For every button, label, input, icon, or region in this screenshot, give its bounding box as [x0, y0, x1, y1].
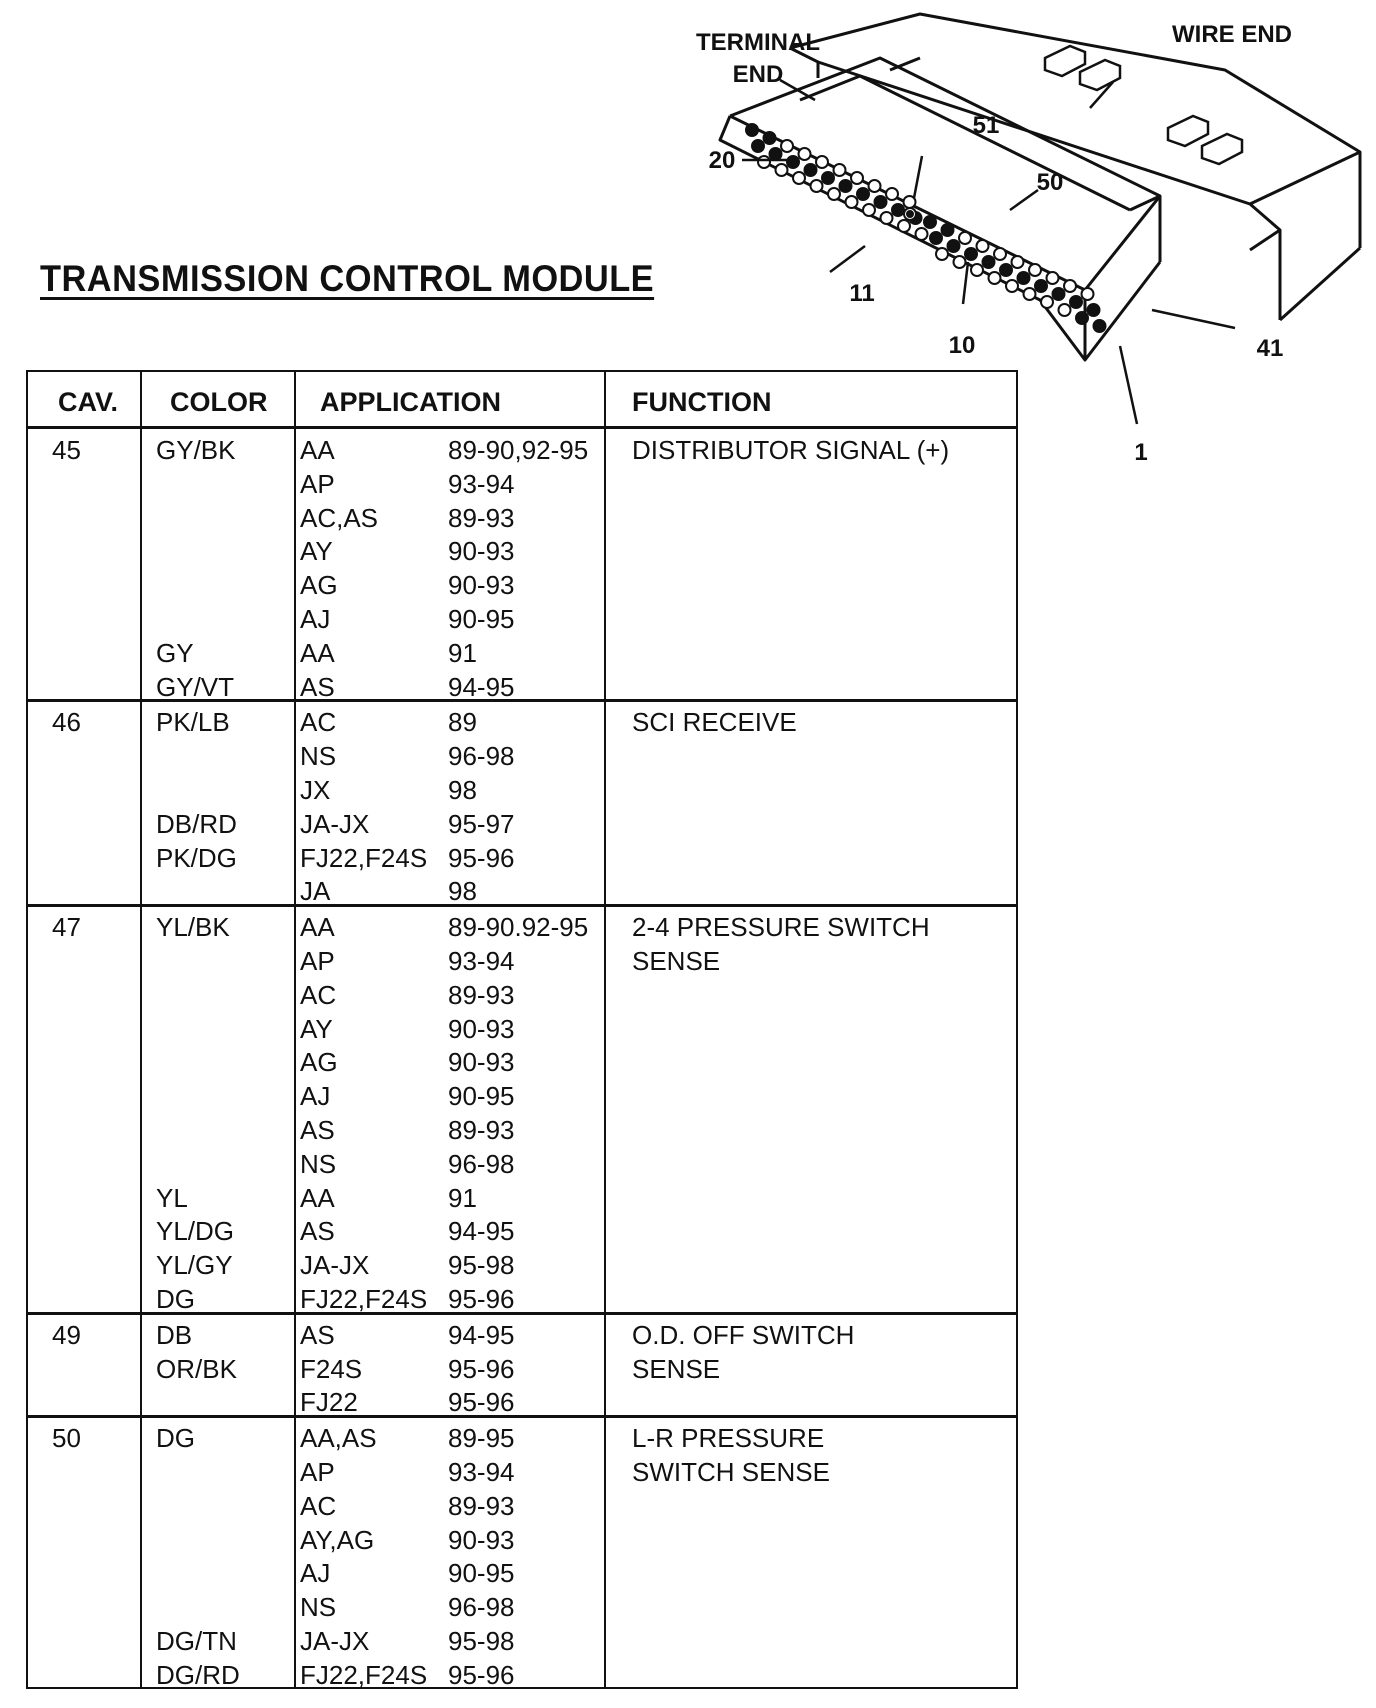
application-code: FJ22,F24S	[300, 842, 428, 873]
function-text: SWITCH SENSE	[632, 1457, 830, 1487]
application-code: NS	[300, 1592, 337, 1623]
connector-pin	[869, 180, 881, 192]
connector-pin	[799, 148, 811, 160]
model-years: 94-95	[448, 1319, 515, 1350]
connector-pin	[793, 172, 805, 184]
connector-pin	[1035, 280, 1047, 292]
group-divider	[28, 904, 1016, 907]
application-code: AG	[300, 570, 338, 601]
wire-color: PK/LB	[156, 707, 230, 738]
wire-color: YL/DG	[156, 1216, 235, 1247]
application-code: AC	[300, 707, 337, 738]
header-color: COLOR	[170, 387, 268, 417]
wire-color: YL/BK	[156, 912, 230, 943]
cavity-number: 45	[52, 435, 81, 465]
application-code: AS	[300, 1319, 335, 1350]
connector-pin	[875, 196, 887, 208]
model-years: 95-97	[448, 808, 515, 839]
header-function: FUNCTION	[632, 387, 772, 417]
connector-pin	[1088, 304, 1100, 316]
connector-key-center	[907, 211, 913, 217]
application-code: AY,AG	[300, 1524, 375, 1555]
function-text: SENSE	[632, 946, 721, 976]
connector-pin	[1094, 320, 1106, 332]
connector-pin	[1064, 280, 1076, 292]
model-years: 95-98	[448, 1250, 515, 1281]
connector-pin	[822, 172, 834, 184]
model-years: 90-95	[448, 1558, 515, 1589]
wire-color: DG/RD	[156, 1659, 240, 1690]
model-years: 95-96	[448, 1387, 515, 1418]
model-years: 94-95	[448, 1216, 515, 1247]
connector-pin	[863, 204, 875, 216]
connector-pin	[1082, 288, 1094, 300]
model-years: 95-96	[448, 1659, 515, 1690]
application-code: AA	[300, 637, 335, 668]
model-years: 89-95	[448, 1423, 515, 1454]
model-years: 90-93	[448, 536, 515, 567]
connector-pin	[816, 156, 828, 168]
connector-pin	[1041, 296, 1053, 308]
cavity-number: 46	[52, 707, 81, 738]
function-text: DISTRIBUTOR SIGNAL (+)	[632, 435, 950, 465]
connector-pin	[1000, 264, 1012, 276]
table-header	[28, 372, 1016, 429]
group-divider	[28, 699, 1016, 702]
cavity-number: 47	[52, 912, 81, 943]
connector-pin	[1006, 280, 1018, 292]
function-text: 2-4 PRESSURE SWITCH	[632, 912, 930, 943]
connector-pin	[886, 188, 898, 200]
connector-pin	[989, 272, 1001, 284]
application-code: FJ22,F24S	[300, 1284, 428, 1314]
model-years: 96-98	[448, 1148, 515, 1179]
connector-pin	[965, 248, 977, 260]
connector-pin	[971, 264, 983, 276]
connector-pin	[881, 212, 893, 224]
model-years: 90-93	[448, 1047, 515, 1078]
application-code: AA	[300, 1182, 335, 1213]
connector-pin	[851, 172, 863, 184]
pin-label-1: 1	[1134, 439, 1148, 466]
header-cav: CAV.	[58, 387, 119, 417]
page-title: TRANSMISSION CONTROL MODULE	[40, 258, 655, 299]
model-years: 93-94	[448, 946, 515, 976]
terminal-end-label-line2: END	[732, 61, 784, 88]
model-years: 98	[448, 876, 477, 907]
connector-pin	[994, 248, 1006, 260]
connector-pin	[764, 132, 776, 144]
model-years: 93-94	[448, 1457, 515, 1487]
application-code: AG	[300, 1047, 338, 1078]
connector-pin	[781, 140, 793, 152]
connector-pin	[746, 124, 758, 136]
connector-pin	[1053, 288, 1065, 300]
application-code: AC	[300, 1490, 337, 1521]
application-code: AA	[300, 435, 335, 465]
connector-pin	[1059, 304, 1071, 316]
application-code: AC	[300, 979, 337, 1010]
column-divider-cav	[140, 372, 142, 1687]
wire-color: DB	[156, 1319, 193, 1350]
model-years: 89-90,92-95	[448, 435, 589, 465]
terminal-end-label-line1: TERMINAL	[696, 29, 820, 56]
model-years: 90-95	[448, 604, 515, 634]
application-code: AP	[300, 946, 335, 976]
connector-pin	[805, 164, 817, 176]
application-code: AC,AS	[300, 502, 379, 533]
connector-pin	[1070, 296, 1082, 308]
model-years: 91	[448, 637, 477, 668]
function-text: SENSE	[632, 1353, 721, 1384]
pin-label-50: 50	[1036, 169, 1064, 196]
column-divider-application	[604, 372, 606, 1687]
connector-pin	[776, 164, 788, 176]
connector-pin	[916, 228, 928, 240]
pinout-table	[26, 370, 1018, 1689]
application-code: AA,AS	[300, 1423, 377, 1454]
connector-pin	[846, 196, 858, 208]
connector-pin	[936, 248, 948, 260]
model-years: 90-93	[448, 1013, 515, 1044]
model-years: 90-93	[448, 570, 515, 601]
connector-pin	[811, 180, 823, 192]
connector-pin	[828, 188, 840, 200]
application-code: AP	[300, 1457, 335, 1487]
wire-color: OR/BK	[156, 1353, 237, 1384]
connector-pin	[892, 204, 904, 216]
connector-pin	[983, 256, 995, 268]
connector-pin	[898, 220, 910, 232]
connector-pin	[948, 240, 960, 252]
model-years: 95-96	[448, 1284, 515, 1314]
application-code: AA	[300, 912, 335, 943]
wire-color: DG	[156, 1284, 195, 1314]
connector-pin	[752, 140, 764, 152]
application-code: JA-JX	[300, 1626, 370, 1656]
model-years: 96-98	[448, 1592, 515, 1623]
pin-label-41: 41	[1256, 335, 1284, 362]
application-code: NS	[300, 1148, 337, 1179]
model-years: 95-96	[448, 842, 515, 873]
connector-pin	[834, 164, 846, 176]
application-code: FJ22	[300, 1387, 358, 1418]
connector-pin	[758, 156, 770, 168]
connector-pin	[787, 156, 799, 168]
wire-color: YL/GY	[156, 1250, 233, 1281]
connector-pin	[942, 224, 954, 236]
application-code: JX	[300, 775, 331, 805]
model-years: 91	[448, 1182, 477, 1213]
wire-color: DG	[156, 1423, 195, 1454]
pin-label-51: 51	[972, 112, 1000, 139]
wire-end-label: WIRE END	[1172, 21, 1292, 48]
group-divider	[28, 1415, 1016, 1418]
model-years: 90-93	[448, 1524, 515, 1555]
function-text: SCI RECEIVE	[632, 707, 797, 738]
application-code: JA	[300, 876, 331, 907]
connector-pin	[930, 232, 942, 244]
application-code: AS	[300, 671, 335, 702]
model-years: 89-93	[448, 979, 515, 1010]
application-code: AP	[300, 468, 335, 499]
connector-pin	[959, 232, 971, 244]
wire-color: GY/BK	[156, 435, 236, 465]
connector-pin	[1012, 256, 1024, 268]
application-code: AS	[300, 1216, 335, 1247]
cavity-number: 49	[52, 1319, 81, 1350]
application-code: FJ22,F24S	[300, 1659, 428, 1690]
application-code: JA-JX	[300, 808, 370, 839]
connector-pin	[1018, 272, 1030, 284]
model-years: 94-95	[448, 671, 515, 702]
model-years: 89	[448, 707, 477, 738]
pin-label-10: 10	[948, 332, 976, 359]
model-years: 89-93	[448, 502, 515, 533]
model-years: 98	[448, 775, 477, 805]
pin-label-20: 20	[708, 147, 736, 174]
application-code: AY	[300, 536, 333, 567]
connector-pin	[840, 180, 852, 192]
connector-pin	[977, 240, 989, 252]
connector-pin	[1047, 272, 1059, 284]
connector-pin	[857, 188, 869, 200]
model-years: 96-98	[448, 741, 515, 772]
model-years: 95-98	[448, 1626, 515, 1656]
connector-pin	[1076, 312, 1088, 324]
application-code: NS	[300, 741, 337, 772]
connector-pin	[1029, 264, 1041, 276]
wire-color: DG/TN	[156, 1626, 237, 1656]
column-divider-color	[294, 372, 296, 1687]
connector-pin	[1024, 288, 1036, 300]
application-code: AJ	[300, 604, 331, 634]
application-code: F24S	[300, 1353, 363, 1384]
wire-color: DB/RD	[156, 808, 237, 839]
model-years: 89-90.92-95	[448, 912, 589, 943]
wire-color: YL	[156, 1182, 188, 1213]
application-code: AJ	[300, 1081, 331, 1112]
application-code: AS	[300, 1115, 335, 1145]
model-years: 89-93	[448, 1115, 515, 1145]
wire-color: GY/VT	[156, 671, 235, 702]
cavity-number: 50	[52, 1423, 81, 1454]
wire-color: PK/DG	[156, 842, 237, 873]
function-text: L-R PRESSURE	[632, 1423, 825, 1454]
function-text: O.D. OFF SWITCH	[632, 1319, 855, 1350]
header-application: APPLICATION	[320, 387, 501, 417]
connector-pin	[924, 216, 936, 228]
model-years: 90-95	[448, 1081, 515, 1112]
model-years: 89-93	[448, 1490, 515, 1521]
application-code: AY	[300, 1013, 333, 1044]
pin-label-11: 11	[849, 280, 875, 307]
application-code: AJ	[300, 1558, 331, 1589]
group-divider	[28, 1312, 1016, 1315]
connector-pin	[770, 148, 782, 160]
application-code: JA-JX	[300, 1250, 370, 1281]
model-years: 93-94	[448, 468, 515, 499]
connector-pin	[954, 256, 966, 268]
wire-color: GY	[156, 637, 194, 668]
model-years: 95-96	[448, 1353, 515, 1384]
